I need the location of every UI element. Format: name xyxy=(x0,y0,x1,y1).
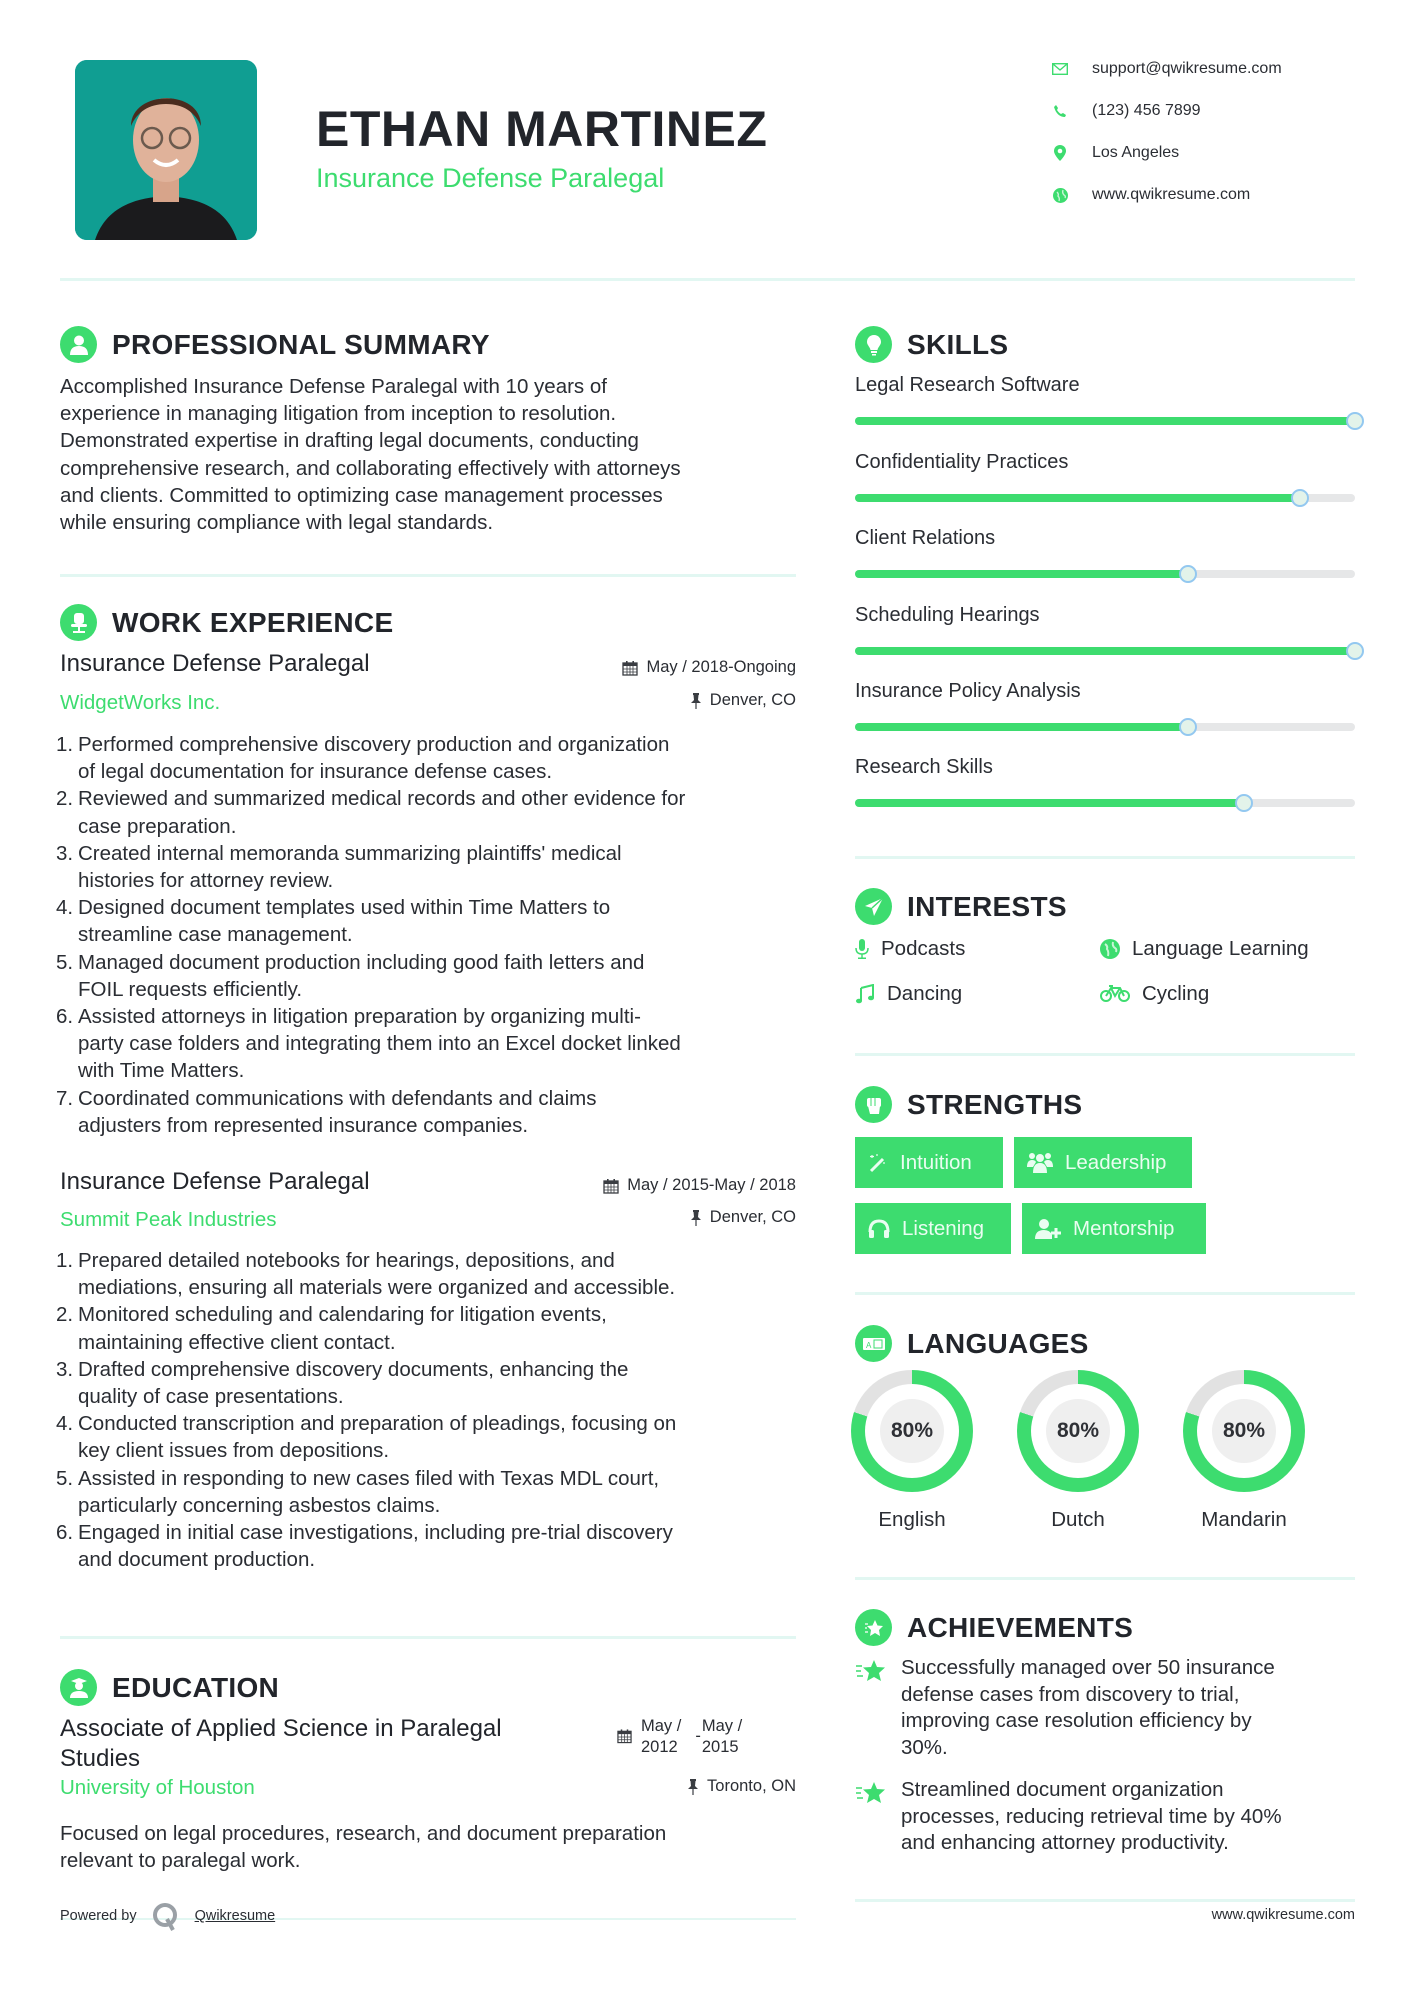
globe-icon xyxy=(1100,939,1120,959)
headphones-icon xyxy=(868,1219,890,1239)
office-chair-icon xyxy=(60,604,97,641)
graduate-icon xyxy=(60,1669,97,1706)
skill-knob[interactable] xyxy=(1291,489,1309,507)
skill-knob[interactable] xyxy=(1179,718,1197,736)
interest-label: Podcasts xyxy=(881,937,966,960)
skill-bar xyxy=(855,799,1355,807)
summary-line: Demonstrated expertise in drafting legal documents, conducting xyxy=(60,429,639,453)
skill-item xyxy=(855,680,1355,731)
music-note-icon xyxy=(855,984,875,1004)
map-marker-icon xyxy=(1052,145,1068,161)
star-icon xyxy=(855,1657,887,1685)
summary-divider xyxy=(60,574,796,577)
skill-label: Legal Research Software xyxy=(855,374,1080,396)
job-2-location xyxy=(500,1208,796,1227)
achievement-item xyxy=(855,1777,1355,1857)
skill-label: Insurance Policy Analysis xyxy=(855,680,1081,702)
languages-title: LANGUAGES xyxy=(907,1327,1089,1359)
language-percent: 80% xyxy=(1046,1399,1110,1463)
job-1-company: WidgetWorks Inc. xyxy=(60,691,221,714)
skill-fill xyxy=(855,647,1355,655)
interests-divider xyxy=(855,1053,1355,1056)
experience-divider xyxy=(60,1636,796,1639)
contact-email[interactable] xyxy=(1052,56,1372,82)
degree-line: Associate of Applied Science in Paralegal xyxy=(60,1715,502,1742)
duty-item: 4. Designed document templates used within Time Matters to streamline case management. xyxy=(56,896,611,947)
language-percent: 80% xyxy=(1212,1399,1276,1463)
summary-heading xyxy=(60,326,490,363)
skills-title: SKILLS xyxy=(907,328,1009,360)
svg-text:A: A xyxy=(865,1340,871,1350)
description-line: relevant to paralegal work. xyxy=(60,1849,301,1873)
duty-item: 3. Drafted comprehensive discovery documents, enhancing the quality of case presentations. xyxy=(56,1357,629,1409)
achievement-item xyxy=(855,1655,1355,1762)
achievements-title: ACHIEVEMENTS xyxy=(907,1611,1134,1643)
skill-item xyxy=(855,756,1355,807)
duty-item: 2. Reviewed and summarized medical records and other evidence for case preparation. xyxy=(56,787,686,838)
skill-fill xyxy=(855,570,1188,578)
phone-icon xyxy=(1052,103,1068,119)
skill-label: Scheduling Hearings xyxy=(855,604,1040,626)
users-icon xyxy=(1027,1152,1053,1174)
job-1-location xyxy=(500,691,796,710)
job-1-duties xyxy=(56,731,800,1139)
experience-title: WORK EXPERIENCE xyxy=(112,606,394,638)
summary-line: Accomplished Insurance Defense Paralegal with 10 years of xyxy=(60,375,607,398)
interest-label: Language Learning xyxy=(1132,937,1309,960)
language-english xyxy=(850,1370,974,1532)
header-divider xyxy=(60,278,1355,281)
skill-item xyxy=(855,604,1355,655)
languages-heading xyxy=(855,1325,1089,1362)
calendar-icon xyxy=(617,1728,632,1744)
interests-heading xyxy=(855,888,1067,925)
interest-label: Cycling xyxy=(1142,982,1210,1005)
pushpin-icon xyxy=(687,1779,699,1795)
education-title: EDUCATION xyxy=(112,1671,280,1703)
language-name: Dutch xyxy=(1051,1508,1105,1531)
job-1-dates-text: May / 2018-Ongoing xyxy=(646,658,796,676)
footer-website[interactable]: www.qwikresume.com xyxy=(1211,1907,1355,1923)
skill-knob[interactable] xyxy=(1179,565,1197,583)
skill-fill xyxy=(855,494,1300,502)
achievement-text: Streamlined document organization processes, reducing retrieval time by 40% and enhancing attorney productivity. xyxy=(901,1778,1282,1855)
strength-listening xyxy=(855,1203,1011,1254)
skill-bar xyxy=(855,417,1355,425)
language-percent: 80% xyxy=(880,1399,944,1463)
language-name: Mandarin xyxy=(1201,1508,1287,1531)
education-location xyxy=(500,1777,796,1796)
skill-bar xyxy=(855,723,1355,731)
qwikresume-link[interactable]: Qwikresume xyxy=(194,1908,276,1924)
language-dutch xyxy=(1016,1370,1140,1532)
interest-cycling xyxy=(1100,982,1209,1006)
pushpin-icon xyxy=(690,693,702,709)
duty-item: 1. Prepared detailed notebooks for hearings, depositions, and mediations, ensuring all materials were organized and accessible. xyxy=(56,1249,676,1300)
start-year: 2012 xyxy=(641,1738,678,1756)
calendar-icon xyxy=(603,1178,619,1194)
experience-heading xyxy=(60,604,393,641)
languages-divider xyxy=(855,1577,1355,1580)
education-location-text: Toronto, ON xyxy=(707,1777,796,1795)
fist-icon xyxy=(855,1086,892,1123)
summary-line: and clients. Committed to optimizing case management processes xyxy=(60,483,663,507)
bicycle-icon xyxy=(1100,985,1130,1003)
summary-line: while ensuring compliance with legal standards. xyxy=(60,511,494,535)
duty-item: 5. Managed document production including good faith letters and FOIL requests efficiently. xyxy=(56,950,645,1001)
skill-label: Research Skills xyxy=(855,756,993,778)
contact-phone[interactable] xyxy=(1052,98,1372,124)
skill-fill xyxy=(855,723,1188,731)
powered-by-label: Powered by xyxy=(60,1908,137,1924)
qwikresume-logo-icon xyxy=(151,1901,181,1931)
contact-phone-text: (123) 456 7899 xyxy=(1092,102,1201,119)
end-year: 2015 xyxy=(701,1738,739,1756)
skill-bar xyxy=(855,494,1355,502)
skill-knob[interactable] xyxy=(1346,412,1364,430)
strength-label: Listening xyxy=(902,1216,985,1240)
powered-by xyxy=(60,1901,275,1931)
summary-text xyxy=(60,373,800,536)
duty-item: 6. Engaged in initial case investigations, including pre-trial discovery and document production. xyxy=(56,1521,673,1572)
calendar-icon xyxy=(622,660,638,676)
job-2-location-text: Denver, CO xyxy=(709,1208,796,1226)
skill-knob[interactable] xyxy=(1235,794,1253,812)
interest-dancing xyxy=(855,982,962,1006)
contact-location xyxy=(1052,140,1372,166)
candidate-name: ETHAN MARTINEZ xyxy=(316,101,768,157)
duty-item: 3. Created internal memoranda summarizing plaintiffs' medical histories for attorney review. xyxy=(56,841,622,893)
achievements-heading xyxy=(855,1609,1133,1646)
job-2-duties xyxy=(56,1247,800,1573)
job-2-title: Insurance Defense Paralegal xyxy=(60,1168,370,1195)
achievement-text: Successfully managed over 50 insurance defense cases from discovery to trial, improving case resolution efficiency by 30%. xyxy=(901,1656,1275,1760)
interest-label: Dancing xyxy=(887,982,963,1005)
star-icon xyxy=(855,1779,887,1807)
contact-email-text: support@qwikresume.com xyxy=(1092,60,1282,77)
strength-mentorship xyxy=(1022,1203,1206,1254)
skill-fill xyxy=(855,799,1244,807)
strength-label: Intuition xyxy=(900,1150,972,1174)
skill-item xyxy=(855,374,1355,425)
user-icon xyxy=(60,326,97,363)
language-icon xyxy=(855,1325,892,1362)
user-plus-icon xyxy=(1035,1218,1061,1240)
education-description xyxy=(60,1820,800,1874)
strength-label: Mentorship xyxy=(1073,1216,1175,1240)
strength-leadership xyxy=(1014,1137,1192,1188)
lightbulb-icon xyxy=(855,326,892,363)
strength-label: Leadership xyxy=(1065,1150,1167,1174)
duty-item: 7. Coordinated communications with defendants and claims adjusters from represented insurance companies. xyxy=(56,1086,597,1137)
interest-podcasts xyxy=(855,937,965,961)
skill-label: Confidentiality Practices xyxy=(855,451,1069,473)
envelope-icon xyxy=(1052,61,1068,77)
contact-website[interactable] xyxy=(1052,182,1372,208)
globe-icon xyxy=(1052,187,1068,203)
star-badge-icon xyxy=(855,1609,892,1646)
person-portrait-icon xyxy=(75,60,257,240)
degree-title xyxy=(60,1714,502,1774)
summary-line: experience in managing litigation from inception to resolution. xyxy=(60,402,617,426)
skills-divider xyxy=(855,856,1355,859)
job-2-company: Summit Peak Industries xyxy=(60,1208,277,1231)
education-dates xyxy=(617,1716,797,1758)
strengths-title: STRENGTHS xyxy=(907,1088,1083,1120)
skill-item xyxy=(855,527,1355,578)
magic-wand-icon xyxy=(868,1153,888,1173)
interest-language-learning xyxy=(1100,937,1309,961)
skill-fill xyxy=(855,417,1355,425)
candidate-title: Insurance Defense Paralegal xyxy=(316,163,665,193)
language-ring xyxy=(851,1370,973,1492)
job-1-title: Insurance Defense Paralegal xyxy=(60,650,370,677)
duty-item: 1. Performed comprehensive discovery production and organization of legal documentation for insurance defense cases. xyxy=(56,733,670,784)
date-separator: - xyxy=(695,1727,701,1745)
school-name: University of Houston xyxy=(60,1776,255,1799)
description-line: Focused on legal procedures, research, and document preparation xyxy=(60,1822,667,1845)
contact-location-text: Los Angeles xyxy=(1092,144,1180,161)
interests-title: INTERESTS xyxy=(907,890,1067,922)
language-mandarin xyxy=(1182,1370,1306,1532)
duty-item: 5. Assisted in responding to new cases filed with Texas MDL court, particularly concerning asbestos claims. xyxy=(56,1466,660,1517)
education-heading xyxy=(60,1669,279,1706)
skill-bar xyxy=(855,570,1355,578)
start-month: May / xyxy=(641,1717,682,1735)
degree-line: Studies xyxy=(60,1745,141,1772)
job-2-dates-text: May / 2015-May / 2018 xyxy=(627,1176,796,1194)
duty-item: 4. Conducted transcription and preparation of pleadings, focusing on key client issues from depositions. xyxy=(56,1412,677,1463)
end-month: May / xyxy=(701,1717,743,1735)
summary-line: comprehensive research, and collaborating effectively with attorneys xyxy=(60,456,681,480)
profile-photo xyxy=(75,60,257,240)
skill-label: Client Relations xyxy=(855,527,996,549)
language-name: English xyxy=(878,1508,946,1531)
language-ring xyxy=(1183,1370,1305,1492)
duty-item: 6. Assisted attorneys in litigation preparation by organizing multi- party case folders and integrating them into an Excel docket linked with Time Matters. xyxy=(56,1005,681,1083)
strength-intuition xyxy=(855,1137,1003,1188)
contact-website-text: www.qwikresume.com xyxy=(1092,186,1251,203)
paper-plane-icon xyxy=(855,888,892,925)
achievements-divider xyxy=(855,1899,1355,1902)
pushpin-icon xyxy=(690,1210,702,1226)
skill-bar xyxy=(855,647,1355,655)
language-ring xyxy=(1017,1370,1139,1492)
skills-heading xyxy=(855,326,1008,363)
strengths-heading xyxy=(855,1086,1082,1123)
microphone-icon xyxy=(855,939,869,959)
duty-item: 2. Monitored scheduling and calendaring for litigation events, maintaining effective client contact. xyxy=(56,1303,607,1354)
job-1-dates xyxy=(500,658,796,677)
skill-knob[interactable] xyxy=(1346,642,1364,660)
skill-item xyxy=(855,451,1355,502)
job-2-dates xyxy=(500,1176,796,1195)
strengths-divider xyxy=(855,1292,1355,1295)
job-1-location-text: Denver, CO xyxy=(709,691,796,709)
summary-title: PROFESSIONAL SUMMARY xyxy=(112,328,490,360)
